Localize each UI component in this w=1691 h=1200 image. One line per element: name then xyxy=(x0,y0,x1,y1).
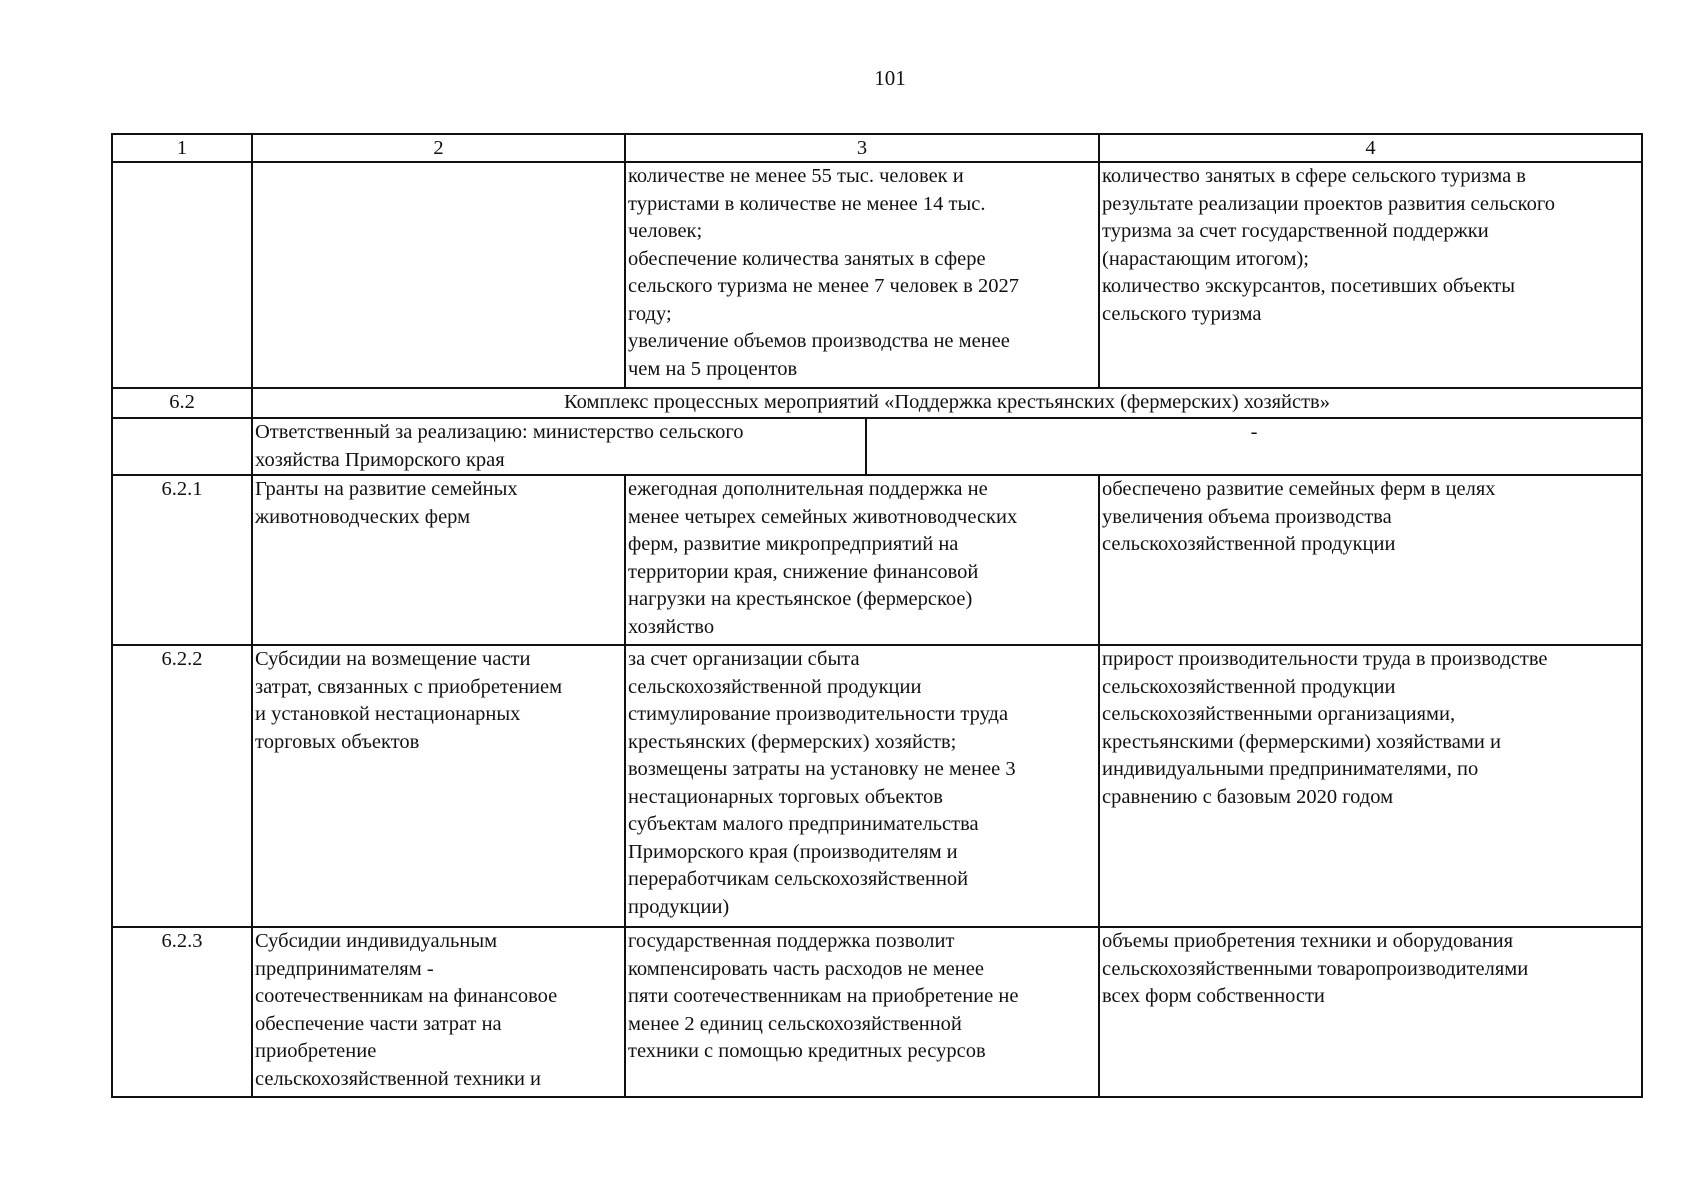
text-line: животноводческих ферм xyxy=(255,505,471,528)
text-line: увеличение объемов производства не менее xyxy=(628,330,1010,352)
text-line: количество занятых в сфере сельского туризма в xyxy=(1102,165,1526,187)
continued-row xyxy=(112,162,1642,388)
text-line: всех форм собственности xyxy=(1102,985,1325,1007)
text-line: туристами в количестве не менее 14 тыс. xyxy=(628,192,986,215)
text-line: Субсидии индивидуальным xyxy=(255,930,498,952)
text-line: туризма за счет государственной поддержки xyxy=(1102,220,1489,242)
text-line: результате реализации проектов развития сельского xyxy=(1102,192,1555,215)
text-line: сельскохозяйственными товаропроизводителями xyxy=(1102,957,1529,980)
text-line: прирост производительности труда в производстве xyxy=(1102,648,1548,670)
text-line: Ответственный за реализацию: министерство сельского xyxy=(255,421,744,443)
row-result xyxy=(625,927,1099,1097)
text-line: ферм, развитие микропредприятий на xyxy=(628,533,959,555)
text-line: ежегодная дополнительная поддержка не xyxy=(628,478,988,500)
row-number: 6.2.3 xyxy=(112,927,252,1097)
text-line: хозяйство xyxy=(628,615,715,638)
text-line: обеспечение количества занятых в сфере xyxy=(628,247,986,270)
table-row xyxy=(112,927,1642,1097)
text-line: обеспечено развитие семейных ферм в целях xyxy=(1102,478,1496,500)
text-line: сравнению с базовым 2020 годом xyxy=(1102,785,1394,808)
responsible-cell xyxy=(252,418,1642,475)
text-line: крестьянских (фермерских) хозяйств; xyxy=(628,730,957,753)
row-number: 6.2.1 xyxy=(112,475,252,645)
text-line: количестве не менее 55 тыс. человек и xyxy=(628,165,964,187)
text-line: Приморского края (производителям и xyxy=(628,840,958,863)
row-name xyxy=(252,927,625,1097)
text-line: индивидуальными предпринимателями, по xyxy=(1102,758,1479,780)
text-line: компенсировать часть расходов не менее xyxy=(628,957,984,980)
text-line: стимулирование производительности труда xyxy=(628,703,1009,725)
text-line: объемы приобретения техники и оборудования xyxy=(1102,930,1514,952)
text-line: техники с помощью кредитных ресурсов xyxy=(628,1040,986,1062)
row-indicator xyxy=(1099,927,1642,1097)
text-line: менее четырех семейных животноводческих xyxy=(628,505,1018,528)
text-line: (нарастающим итогом); xyxy=(1102,247,1309,270)
text-line: торговых объектов xyxy=(255,730,420,753)
row-name xyxy=(252,645,625,927)
table-row xyxy=(112,645,1642,927)
row-indicator xyxy=(1099,645,1642,927)
text-line: человек; xyxy=(628,220,703,242)
column-header: 1 xyxy=(112,134,252,162)
empty-cell xyxy=(112,418,252,475)
text-line: приобретение xyxy=(255,1040,377,1062)
page-number: 101 xyxy=(874,66,906,90)
text-line: менее 2 единиц сельскохозяйственной xyxy=(628,1012,962,1035)
section-row xyxy=(112,388,1642,418)
text-line: затрат, связанных с приобретением xyxy=(255,675,563,698)
text-line: сельскохозяйственной техники и xyxy=(255,1067,542,1090)
row-name xyxy=(252,162,625,388)
text-line: увеличения объема производства xyxy=(1102,505,1392,528)
text-line: нагрузки на крестьянское (фермерское) xyxy=(628,588,973,610)
row-name xyxy=(252,475,625,645)
responsible-text xyxy=(253,419,867,474)
text-line: хозяйства Приморского края xyxy=(255,448,505,471)
row-number xyxy=(112,162,252,388)
text-line: обеспечение части затрат на xyxy=(255,1012,502,1035)
text-line: нестационарных торговых объектов xyxy=(628,785,943,808)
column-header: 4 xyxy=(1099,134,1642,162)
text-line: количество экскурсантов, посетивших объекты xyxy=(1102,275,1516,297)
section-number: 6.2 xyxy=(112,388,252,418)
column-header: 2 xyxy=(252,134,625,162)
responsible-dash: - xyxy=(1250,421,1258,443)
section-title: Комплекс процессных мероприятий «Поддержка крестьянских (фермерских) хозяйств» xyxy=(252,388,1642,418)
text-line: сельскохозяйственной продукции xyxy=(628,675,922,698)
column-header-row xyxy=(112,134,1642,162)
text-line: продукции) xyxy=(628,895,730,918)
responsible-row xyxy=(112,418,1642,475)
text-line: сельскохозяйственными организациями, xyxy=(1102,703,1456,725)
row-result xyxy=(625,162,1099,388)
text-line: предпринимателям - xyxy=(255,957,434,980)
text-line: государственная поддержка позволит xyxy=(628,930,955,952)
text-line: сельского туризма xyxy=(1102,302,1262,325)
row-indicator xyxy=(1099,475,1642,645)
column-header: 3 xyxy=(625,134,1099,162)
text-line: пяти соотечественникам на приобретение не xyxy=(628,985,1019,1007)
text-line: и установкой нестационарных xyxy=(255,703,521,725)
text-line: субъектам малого предпринимательства xyxy=(628,813,979,835)
text-line: сельскохозяйственной продукции xyxy=(1102,533,1396,555)
text-line: Субсидии на возмещение части xyxy=(255,648,531,670)
text-line: сельского туризма не менее 7 человек в 2027 xyxy=(628,275,1019,297)
row-result xyxy=(625,645,1099,927)
measures-table xyxy=(111,133,1643,1098)
text-line: территории края, снижение финансовой xyxy=(628,560,979,583)
text-line: Гранты на развитие семейных xyxy=(255,478,518,500)
text-line: переработчикам сельскохозяйственной xyxy=(628,868,969,890)
text-line: году; xyxy=(628,302,672,325)
row-indicator xyxy=(1099,162,1642,388)
text-line: сельскохозяйственной продукции xyxy=(1102,675,1396,698)
text-line: чем на 5 процентов xyxy=(628,357,798,380)
text-line: возмещены затраты на установку не менее 3 xyxy=(628,758,1016,780)
row-result xyxy=(625,475,1099,645)
text-line: соотечественникам на финансовое xyxy=(255,985,558,1007)
text-line: за счет организации сбыта xyxy=(628,648,860,670)
row-number: 6.2.2 xyxy=(112,645,252,927)
table-row xyxy=(112,475,1642,645)
text-line: крестьянскими (фермерскими) хозяйствами и xyxy=(1102,730,1501,753)
